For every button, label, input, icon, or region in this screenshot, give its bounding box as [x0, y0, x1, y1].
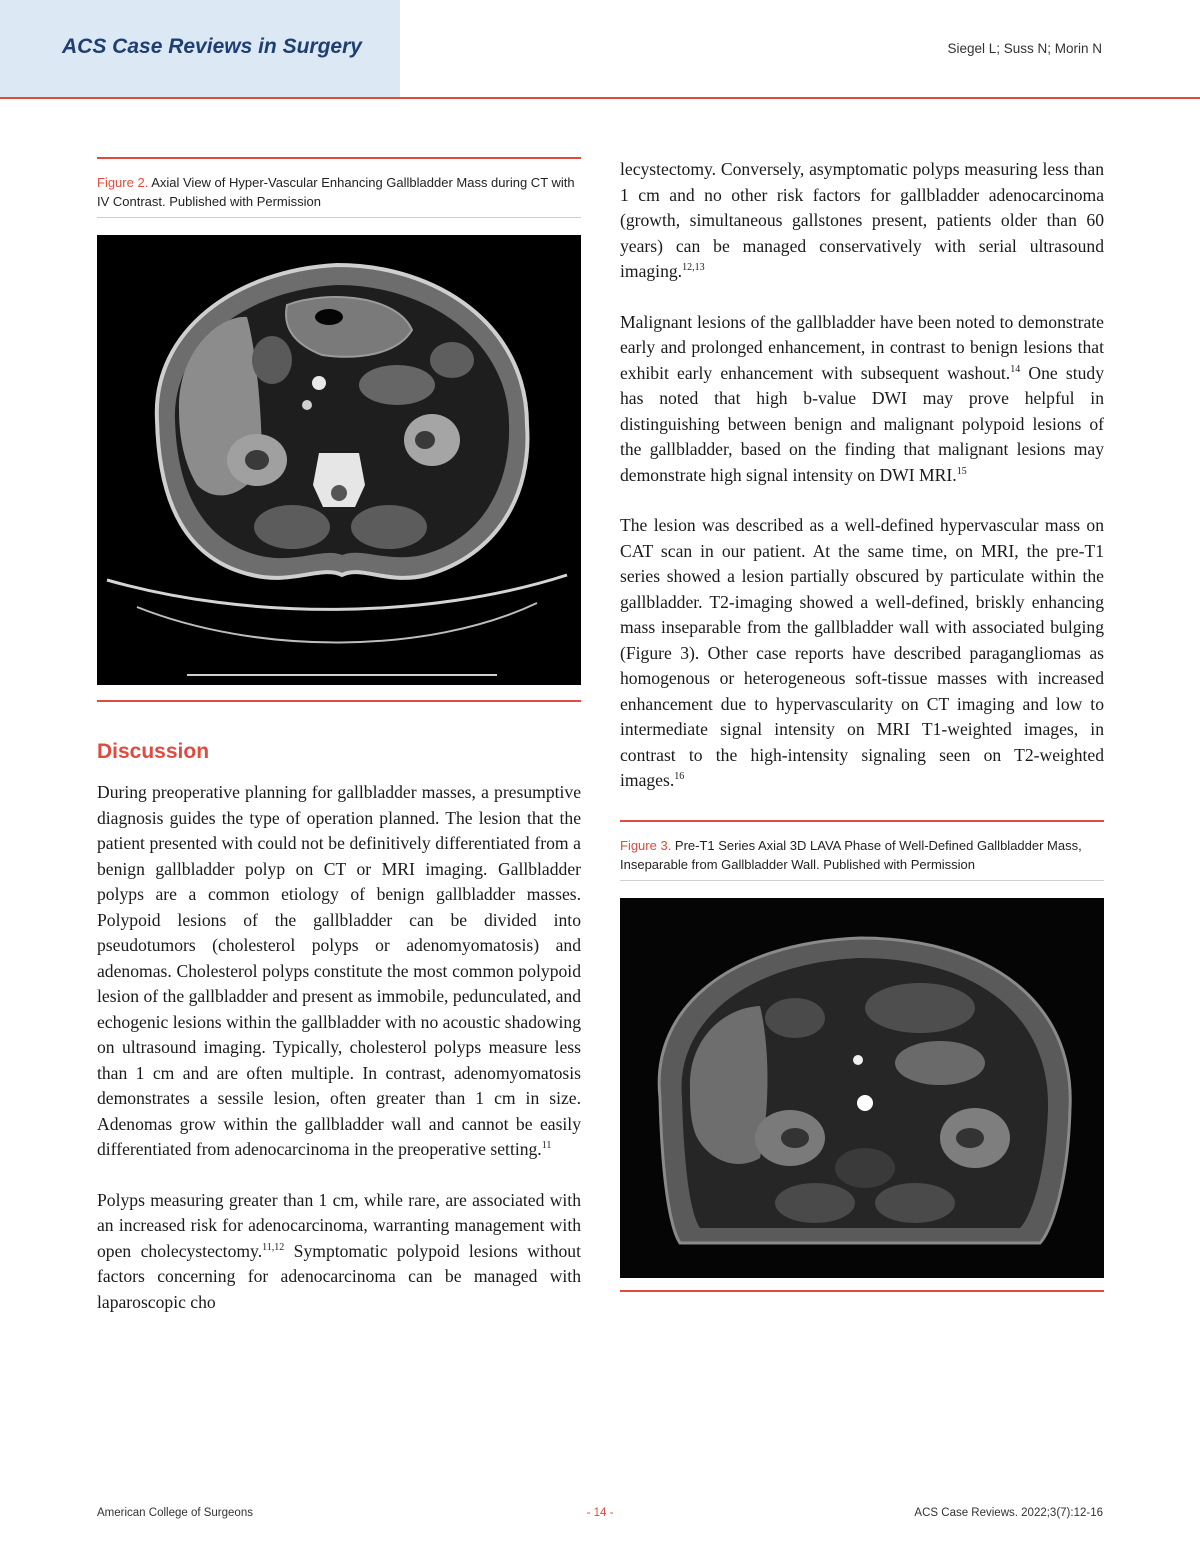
- discussion-paragraph-1: [97, 780, 581, 1163]
- citation-ref: 14: [1010, 363, 1021, 375]
- right-p1-text: lecystectomy. Conversely, asymptomatic polyps measuring less than 1 cm and no other risk factors for gallbladder adenocarcinoma (growth, simultaneous gallstones present, patients older than 60 years) can be managed conservatively with serial ultrasound imaging.: [620, 159, 1104, 281]
- discussion-paragraph-2: [97, 1188, 581, 1316]
- citation-ref: 12,13: [682, 262, 705, 274]
- page-header: [0, 0, 1200, 97]
- footer-page-number: - 14 -: [586, 1507, 614, 1519]
- citation-ref: 11: [541, 1140, 552, 1152]
- discussion-p1-text: During preoperative planning for gallbladder masses, a presumptive diagnosis guides the type of operation planned. The lesion that the patient presented with could not be definitively differentiated from a benign gallbladder polyp on CT or MRI imaging. Gallbladder polyps are a common etiology of benign gallbladder masses. Polypoid lesions of the gallbladder can be divided into pseudotumors (cholesterol polyps or adenomyomatosis) and adenomas. Cholesterol polyps constitute the most common polypoid lesion of the gallbladder and present as immobile, pedunculated, and echogenic lesions within the gallbladder with no acoustic shadowing on ultrasound imaging. Typically, cholesterol polyps measure less than 1 cm and are often multiple. In contrast, adenomyomatosis demonstrates a sessile lesion, often greater than 1 cm in size. Adenomas grow within the gallbladder wall and cannot be easily differentiated from adenocarcinoma in the preoperative setting.: [97, 782, 581, 1159]
- footer-publisher: American College of Surgeons: [97, 1507, 253, 1519]
- figure3-bottom-rule: [620, 1290, 1104, 1292]
- right-paragraph-2: [620, 310, 1104, 489]
- figure3-caption-text: Pre-T1 Series Axial 3D LAVA Phase of Well-Defined Gallbladder Mass, Inseparable from Gallbladder Wall. Published with Permission: [620, 837, 1082, 872]
- figure2-caption: [97, 159, 581, 217]
- journal-title: ACS Case Reviews in Surgery: [62, 35, 362, 58]
- right-p2-text: Malignant lesions of the gallbladder have been noted to demonstrate early and prolonged enhancement, in contrast to benign lesions that exhibit early enhancement with subsequent washout.: [620, 311, 1104, 383]
- right-column: [620, 157, 1104, 1292]
- figure2-caption-text: Axial View of Hyper-Vascular Enhancing Gallbladder Mass during CT with IV Contrast. Published with Permission: [97, 175, 575, 209]
- citation-ref: 11,12: [262, 1241, 285, 1253]
- right-paragraph-3: [620, 513, 1104, 794]
- section-heading-discussion: Discussion: [97, 740, 210, 763]
- mri-scan-illustration: [620, 898, 1104, 1278]
- figure3-mri-image: [620, 898, 1104, 1278]
- header-divider: [0, 97, 1200, 99]
- right-p3-text: The lesion was described as a well-defined hypervascular mass on CAT scan in our patient. At the same time, on MRI, the pre-T1 series showed a lesion partially obscured by particulate within the gallbladder. T2-imaging showed a well-defined, briskly enhancing mass inseparable from the gallbladder wall with associated bulging (Figure 3). Other case reports have described paragangliomas as homogenous or heterogeneous soft-tissue masses with increased enhancement due to hypervascularity on CT imaging and low to intermediate signal intensity on MRI T1-weighted images, in contrast to the high-intensity signaling seen on T2-weighted images.: [620, 515, 1104, 790]
- left-column: [97, 157, 581, 1315]
- footer-citation: ACS Case Reviews. 2022;3(7):12-16: [914, 1507, 1103, 1519]
- figure3-caption: [620, 822, 1104, 880]
- author-list: Siegel L; Suss N; Morin N: [947, 41, 1102, 56]
- discussion-p2-cont: Symptomatic polypoid lesions without factors concerning for adenocarcinoma can be managed with laparoscopic cho: [97, 1240, 581, 1312]
- ct-scan-illustration: [97, 235, 581, 685]
- right-p2-cont: One study has noted that high b-value DWI may prove helpful in distinguishing between benign and malignant polypoid lesions of the gallbladder, based on the finding that malignant lesions may demonstrate high signal intensity on DWI MRI.: [620, 362, 1105, 485]
- figure3-label: Figure 3.: [620, 837, 672, 853]
- citation-ref: 15: [956, 465, 967, 477]
- figure2-ct-image: [97, 235, 581, 685]
- citation-ref: 16: [674, 771, 685, 783]
- discussion-p2-text: Polyps measuring greater than 1 cm, while rare, are associated with an increased risk for adenocarcinoma, warranting management with open cholecystectomy.: [97, 1189, 581, 1261]
- figure2-label: Figure 2.: [97, 175, 149, 190]
- right-paragraph-1: [620, 157, 1104, 285]
